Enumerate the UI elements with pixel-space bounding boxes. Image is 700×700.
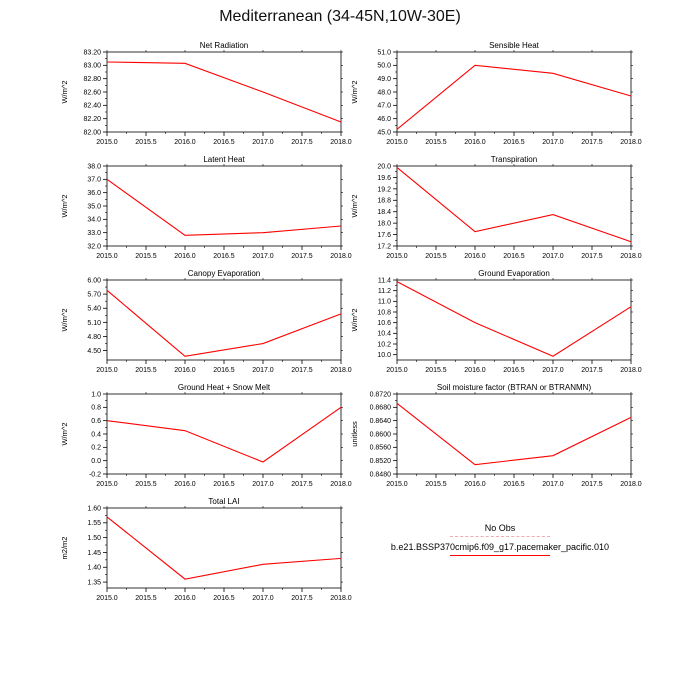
svg-text:46.0: 46.0: [377, 116, 391, 124]
svg-text:11.0: 11.0: [377, 298, 391, 306]
svg-text:2017.0: 2017.0: [252, 139, 274, 146]
svg-text:W/m^2: W/m^2: [60, 308, 69, 332]
svg-text:2015.0: 2015.0: [96, 367, 118, 374]
svg-text:0.8560: 0.8560: [369, 444, 391, 452]
chart-ground-heat-snow-melt: [55, 382, 352, 494]
svg-text:Canopy Evaporation: Canopy Evaporation: [187, 269, 261, 278]
svg-text:2015.5: 2015.5: [425, 481, 447, 488]
svg-text:10.0: 10.0: [377, 352, 391, 360]
svg-text:2017.0: 2017.0: [252, 595, 274, 602]
svg-text:0.8600: 0.8600: [369, 431, 391, 439]
svg-text:11.2: 11.2: [377, 288, 391, 296]
svg-text:18.8: 18.8: [377, 197, 391, 205]
svg-text:82.00: 82.00: [83, 129, 101, 137]
legend-entry-no-obs: [360, 522, 640, 537]
svg-text:0.8: 0.8: [91, 404, 101, 412]
svg-text:2017.5: 2017.5: [291, 367, 313, 374]
svg-text:2015.0: 2015.0: [386, 139, 408, 146]
svg-text:33.0: 33.0: [87, 230, 101, 238]
svg-text:2015.0: 2015.0: [96, 139, 118, 146]
svg-text:2016.0: 2016.0: [174, 595, 196, 602]
svg-text:2015.0: 2015.0: [386, 481, 408, 488]
svg-text:2017.5: 2017.5: [581, 367, 603, 374]
svg-text:W/m^2: W/m^2: [350, 194, 359, 218]
svg-text:0.8720: 0.8720: [369, 391, 391, 399]
svg-text:W/m^2: W/m^2: [350, 308, 359, 332]
svg-text:Net Radiation: Net Radiation: [199, 41, 249, 50]
svg-text:2016.5: 2016.5: [213, 253, 235, 260]
chart-total-lai: [55, 496, 352, 608]
svg-text:2018.0: 2018.0: [330, 595, 352, 602]
svg-text:2016.0: 2016.0: [464, 367, 486, 374]
svg-text:1.55: 1.55: [87, 520, 101, 528]
svg-text:Soil moisture factor (BTRAN or: Soil moisture factor (BTRAN or BTRANMN): [436, 383, 592, 392]
svg-text:2016.0: 2016.0: [464, 481, 486, 488]
svg-text:-0.2: -0.2: [88, 471, 101, 479]
legend-label-no-obs: No Obs: [484, 523, 516, 533]
svg-text:82.20: 82.20: [83, 116, 101, 124]
chart-net-radiation: [55, 40, 352, 152]
svg-text:37.0: 37.0: [87, 176, 101, 184]
svg-text:10.4: 10.4: [377, 330, 391, 338]
svg-text:2018.0: 2018.0: [620, 139, 642, 146]
svg-text:Ground Evaporation: Ground Evaporation: [478, 269, 550, 278]
svg-text:1.40: 1.40: [87, 564, 101, 572]
svg-text:4.80: 4.80: [87, 333, 101, 341]
svg-text:2017.0: 2017.0: [542, 481, 564, 488]
svg-text:2017.5: 2017.5: [291, 253, 313, 260]
svg-text:11.4: 11.4: [377, 277, 391, 285]
chart-ground-evaporation: [345, 268, 642, 380]
svg-text:82.60: 82.60: [83, 89, 101, 97]
svg-text:Total LAI: Total LAI: [208, 497, 240, 506]
svg-text:0.8480: 0.8480: [369, 471, 391, 479]
svg-text:10.2: 10.2: [377, 341, 391, 349]
svg-text:0.8520: 0.8520: [369, 458, 391, 466]
svg-text:5.10: 5.10: [87, 319, 101, 327]
svg-text:W/m^2: W/m^2: [60, 422, 69, 446]
chart-latent-heat: [55, 154, 352, 266]
svg-text:19.2: 19.2: [377, 186, 391, 194]
svg-text:2016.5: 2016.5: [213, 367, 235, 374]
legend: [360, 522, 640, 560]
svg-text:0.8680: 0.8680: [369, 404, 391, 412]
svg-text:2018.0: 2018.0: [330, 481, 352, 488]
svg-text:0.2: 0.2: [91, 444, 101, 452]
svg-text:Transpiration: Transpiration: [490, 155, 538, 164]
svg-text:1.35: 1.35: [87, 579, 101, 587]
svg-text:1.60: 1.60: [87, 505, 101, 513]
svg-text:2015.5: 2015.5: [135, 481, 157, 488]
svg-text:2016.5: 2016.5: [503, 367, 525, 374]
svg-text:2016.5: 2016.5: [213, 481, 235, 488]
svg-text:2016.5: 2016.5: [503, 481, 525, 488]
chart-canopy-evaporation: [55, 268, 352, 380]
svg-text:1.45: 1.45: [87, 549, 101, 557]
svg-text:2017.5: 2017.5: [581, 481, 603, 488]
svg-text:38.0: 38.0: [87, 163, 101, 171]
svg-text:2016.0: 2016.0: [174, 139, 196, 146]
svg-text:2017.5: 2017.5: [291, 595, 313, 602]
svg-text:6.00: 6.00: [87, 277, 101, 285]
svg-text:2016.0: 2016.0: [464, 253, 486, 260]
svg-text:20.0: 20.0: [377, 163, 391, 171]
chart-transpiration: [345, 154, 642, 266]
svg-text:2016.5: 2016.5: [503, 253, 525, 260]
svg-text:10.6: 10.6: [377, 320, 391, 328]
svg-text:2017.5: 2017.5: [291, 139, 313, 146]
chart-sensible-heat: [345, 40, 642, 152]
svg-text:2015.0: 2015.0: [386, 253, 408, 260]
svg-text:2015.5: 2015.5: [425, 139, 447, 146]
svg-text:82.40: 82.40: [83, 102, 101, 110]
svg-text:2017.0: 2017.0: [252, 481, 274, 488]
svg-text:2018.0: 2018.0: [330, 253, 352, 260]
svg-text:1.50: 1.50: [87, 535, 101, 543]
svg-text:2015.0: 2015.0: [96, 595, 118, 602]
svg-text:83.20: 83.20: [83, 49, 101, 57]
svg-text:2017.0: 2017.0: [252, 253, 274, 260]
svg-text:2015.5: 2015.5: [135, 253, 157, 260]
svg-text:2018.0: 2018.0: [620, 253, 642, 260]
svg-text:49.0: 49.0: [377, 76, 391, 84]
svg-text:4.50: 4.50: [87, 347, 101, 355]
svg-text:m2/m2: m2/m2: [60, 536, 69, 560]
svg-text:0.8640: 0.8640: [369, 418, 391, 426]
svg-text:2017.0: 2017.0: [542, 253, 564, 260]
svg-text:2016.0: 2016.0: [174, 481, 196, 488]
legend-label-model-run: b.e21.BSSP370cmip6.f09_g17.pacemaker_pacific.010: [390, 542, 610, 552]
svg-text:2015.5: 2015.5: [425, 253, 447, 260]
svg-text:0.0: 0.0: [91, 458, 101, 466]
svg-text:17.2: 17.2: [377, 243, 391, 251]
svg-text:2017.5: 2017.5: [581, 139, 603, 146]
svg-text:5.40: 5.40: [87, 305, 101, 313]
svg-text:2015.5: 2015.5: [135, 367, 157, 374]
svg-text:1.0: 1.0: [91, 391, 101, 399]
svg-text:35.0: 35.0: [87, 203, 101, 211]
svg-text:48.0: 48.0: [377, 89, 391, 97]
svg-text:W/m^2: W/m^2: [60, 194, 69, 218]
svg-text:Sensible Heat: Sensible Heat: [489, 41, 539, 50]
svg-text:2018.0: 2018.0: [620, 367, 642, 374]
svg-text:51.0: 51.0: [377, 49, 391, 57]
svg-text:17.6: 17.6: [377, 231, 391, 239]
svg-text:2015.0: 2015.0: [96, 481, 118, 488]
svg-text:2017.0: 2017.0: [252, 367, 274, 374]
no-obs-line-swatch: [450, 536, 550, 537]
svg-text:83.00: 83.00: [83, 62, 101, 70]
svg-text:Ground Heat + Snow Melt: Ground Heat + Snow Melt: [177, 383, 271, 392]
svg-text:32.0: 32.0: [87, 243, 101, 251]
svg-text:2016.0: 2016.0: [174, 253, 196, 260]
svg-text:2016.5: 2016.5: [503, 139, 525, 146]
svg-text:10.8: 10.8: [377, 309, 391, 317]
svg-text:82.80: 82.80: [83, 76, 101, 84]
svg-text:2016.5: 2016.5: [213, 595, 235, 602]
page-title: Mediterranean (34-45N,10W-30E): [219, 8, 461, 25]
svg-text:2018.0: 2018.0: [620, 481, 642, 488]
chart-soil-moisture-factor: [345, 382, 642, 494]
svg-text:2016.0: 2016.0: [174, 367, 196, 374]
svg-text:18.0: 18.0: [377, 220, 391, 228]
svg-text:34.0: 34.0: [87, 216, 101, 224]
svg-text:2017.0: 2017.0: [542, 139, 564, 146]
svg-text:18.4: 18.4: [377, 209, 391, 217]
svg-text:2015.0: 2015.0: [386, 367, 408, 374]
svg-text:36.0: 36.0: [87, 190, 101, 198]
svg-text:2018.0: 2018.0: [330, 367, 352, 374]
svg-text:0.4: 0.4: [91, 431, 101, 439]
model-run-line-swatch: [450, 555, 550, 556]
svg-text:W/m^2: W/m^2: [350, 80, 359, 104]
svg-text:W/m^2: W/m^2: [60, 80, 69, 104]
svg-text:2016.0: 2016.0: [464, 139, 486, 146]
svg-text:2018.0: 2018.0: [330, 139, 352, 146]
svg-text:0.6: 0.6: [91, 418, 101, 426]
svg-text:19.6: 19.6: [377, 174, 391, 182]
svg-text:47.0: 47.0: [377, 102, 391, 110]
svg-text:2015.5: 2015.5: [135, 595, 157, 602]
svg-text:2015.5: 2015.5: [135, 139, 157, 146]
svg-text:2017.5: 2017.5: [581, 253, 603, 260]
svg-text:50.0: 50.0: [377, 62, 391, 70]
svg-text:2015.5: 2015.5: [425, 367, 447, 374]
svg-text:Latent Heat: Latent Heat: [203, 155, 245, 164]
svg-text:5.70: 5.70: [87, 291, 101, 299]
svg-text:45.0: 45.0: [377, 129, 391, 137]
svg-text:2017.0: 2017.0: [542, 367, 564, 374]
svg-text:2015.0: 2015.0: [96, 253, 118, 260]
svg-text:2017.5: 2017.5: [291, 481, 313, 488]
legend-entry-model-run: [360, 541, 640, 556]
svg-text:2016.5: 2016.5: [213, 139, 235, 146]
svg-text:unitless: unitless: [350, 421, 359, 447]
